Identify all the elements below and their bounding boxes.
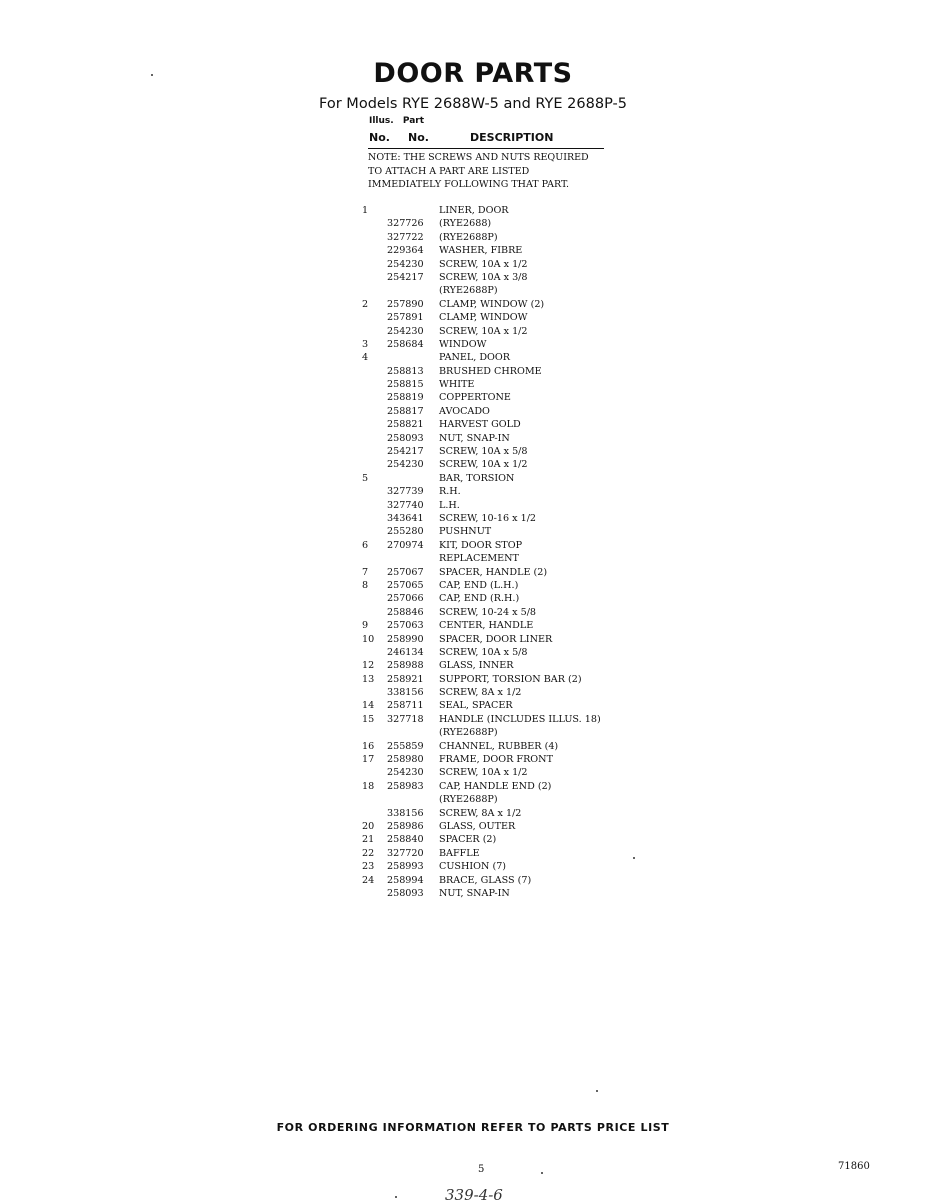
note-block <box>368 151 618 192</box>
part-description: SCREW, 10A x 1/2 <box>439 459 528 471</box>
document-number: 71860 <box>838 1161 870 1172</box>
part-number: 258988 <box>387 660 424 672</box>
parts-row <box>362 659 642 672</box>
part-number: 257067 <box>387 566 424 578</box>
part-description: HARVEST GOLD <box>439 419 521 431</box>
part-number: 258819 <box>387 392 424 404</box>
parts-row <box>362 244 642 257</box>
illus-number: 13 <box>362 673 375 685</box>
scan-speck <box>151 74 153 76</box>
part-description: SCREW, 10A x 1/2 <box>439 258 528 270</box>
scan-speck <box>633 857 635 859</box>
parts-row <box>362 606 642 619</box>
part-description: LINER, DOOR <box>439 205 509 216</box>
part-description: SCREW, 10-16 x 1/2 <box>439 512 537 524</box>
part-number: 258993 <box>387 861 424 873</box>
part-description: BRUSHED CHROME <box>439 365 542 377</box>
part-number: 258711 <box>387 700 424 712</box>
part-description: CAP, END (R.H.) <box>439 593 520 605</box>
part-description: WINDOW <box>439 338 487 350</box>
part-description: L.H. <box>439 499 460 511</box>
part-description: SCREW, 10A x 5/8 <box>439 446 528 458</box>
part-no-header: No. <box>408 131 429 144</box>
parts-row <box>362 499 642 512</box>
illus-number: 1 <box>362 205 369 216</box>
parts-row <box>362 619 642 632</box>
parts-row <box>362 793 642 806</box>
parts-row <box>362 847 642 860</box>
parts-row <box>362 271 642 284</box>
parts-row <box>362 780 642 793</box>
part-number: 258815 <box>387 379 424 391</box>
part-number: 257063 <box>387 620 424 632</box>
part-description: CAP, END (L.H.) <box>439 579 519 591</box>
part-description: COPPERTONE <box>439 392 511 404</box>
part-number: 246134 <box>387 646 424 658</box>
part-number: 258980 <box>387 754 424 766</box>
parts-row <box>362 833 642 846</box>
parts-row <box>362 686 642 699</box>
part-number: 327726 <box>387 218 424 230</box>
illus-number: 6 <box>362 539 369 551</box>
parts-row <box>362 512 642 525</box>
page-number: 5 <box>478 1164 485 1175</box>
parts-row <box>362 432 642 445</box>
part-number: 229364 <box>387 245 424 257</box>
part-description: HANDLE (INCLUDES ILLUS. 18) <box>439 713 601 725</box>
parts-row <box>362 807 642 820</box>
part-description: REPLACEMENT <box>439 553 519 565</box>
illus-number: 22 <box>362 847 375 859</box>
parts-row <box>362 592 642 605</box>
illus-number: 23 <box>362 861 375 873</box>
parts-row <box>362 740 642 753</box>
illus-number: 14 <box>362 700 375 712</box>
part-number: 338156 <box>387 807 424 819</box>
part-description: BAFFLE <box>439 847 480 859</box>
part-number: 343641 <box>387 512 424 524</box>
part-number: 258817 <box>387 405 424 417</box>
part-number: 258093 <box>387 887 424 899</box>
note-line: TO ATTACH A PART ARE LISTED <box>368 165 530 177</box>
part-description: (RYE2688P) <box>439 794 498 806</box>
parts-row <box>362 860 642 873</box>
part-number: 257066 <box>387 593 424 605</box>
parts-row <box>362 673 642 686</box>
parts-row <box>362 258 642 271</box>
part-description: CENTER, HANDLE <box>439 620 534 632</box>
illus-number: 24 <box>362 874 375 886</box>
parts-list <box>362 204 642 900</box>
part-description: SEAL, SPACER <box>439 700 513 712</box>
scan-speck <box>541 1172 543 1174</box>
part-description: SPACER (2) <box>439 834 497 846</box>
parts-row <box>362 458 642 471</box>
part-description: SCREW, 10A x 1/2 <box>439 767 528 779</box>
parts-row <box>362 579 642 592</box>
parts-row <box>362 633 642 646</box>
part-description: FRAME, DOOR FRONT <box>439 754 553 766</box>
part-description: CHANNEL, RUBBER (4) <box>439 740 559 752</box>
part-description: SCREW, 10-24 x 5/8 <box>439 606 537 618</box>
parts-row <box>362 378 642 391</box>
part-description: KIT, DOOR STOP <box>439 539 523 551</box>
part-description: SCREW, 8A x 1/2 <box>439 687 522 699</box>
parts-row <box>362 418 642 431</box>
part-description: CLAMP, WINDOW <box>439 312 528 324</box>
parts-row <box>362 552 642 565</box>
illus-number: 18 <box>362 780 375 792</box>
part-number: 327718 <box>387 713 424 725</box>
column-header-top <box>369 116 424 126</box>
parts-row <box>362 525 642 538</box>
part-number: 254217 <box>387 271 424 283</box>
part-description: NUT, SNAP-IN <box>439 432 510 444</box>
part-number: 254230 <box>387 459 424 471</box>
part-description: SCREW, 10A x 3/8 <box>439 271 528 283</box>
note-line: IMMEDIATELY FOLLOWING THAT PART. <box>368 179 569 190</box>
part-description: PUSHNUT <box>439 526 492 538</box>
part-number: 258921 <box>387 673 424 685</box>
part-number: 258986 <box>387 820 424 832</box>
illus-number: 15 <box>362 713 375 725</box>
illus-number: 12 <box>362 660 375 672</box>
part-description: WHITE <box>439 379 475 391</box>
part-number: 257891 <box>387 312 424 324</box>
part-description: SPACER, HANDLE (2) <box>439 566 548 578</box>
parts-row <box>362 753 642 766</box>
part-number: 258990 <box>387 633 424 645</box>
parts-row <box>362 231 642 244</box>
part-number: 254230 <box>387 767 424 779</box>
illus-number: 17 <box>362 754 375 766</box>
parts-row <box>362 405 642 418</box>
scan-speck <box>596 1090 598 1092</box>
parts-row <box>362 472 642 485</box>
part-number: 258846 <box>387 606 424 618</box>
parts-row <box>362 485 642 498</box>
part-number: 255280 <box>387 526 424 538</box>
illus-number: 16 <box>362 740 375 752</box>
parts-row <box>362 298 642 311</box>
parts-row <box>362 566 642 579</box>
part-number: 254230 <box>387 258 424 270</box>
part-number: 327722 <box>387 231 424 243</box>
part-description: CLAMP, WINDOW (2) <box>439 298 545 310</box>
part-description: (RYE2688P) <box>439 727 498 739</box>
illus-number: 10 <box>362 633 375 645</box>
parts-row <box>362 311 642 324</box>
ordering-footer: FOR ORDERING INFORMATION REFER TO PARTS PRICE LIST <box>276 1121 670 1134</box>
part-number: 257890 <box>387 298 424 310</box>
part-description: WASHER, FIBRE <box>439 245 523 257</box>
parts-row <box>362 338 642 351</box>
parts-row <box>362 646 642 659</box>
illus-number: 5 <box>362 472 369 484</box>
part-description: SCREW, 10A x 1/2 <box>439 325 528 337</box>
parts-row <box>362 699 642 712</box>
part-number: 258684 <box>387 338 424 350</box>
illus-number: 8 <box>362 579 369 591</box>
part-number: 327720 <box>387 847 424 859</box>
part-number: 258093 <box>387 432 424 444</box>
part-number: 258994 <box>387 874 424 886</box>
part-description: GLASS, OUTER <box>439 820 516 832</box>
part-description: SUPPORT, TORSION BAR (2) <box>439 673 582 685</box>
page-title: DOOR PARTS <box>373 58 573 89</box>
part-description: SPACER, DOOR LINER <box>439 633 553 645</box>
part-description: GLASS, INNER <box>439 660 514 672</box>
parts-row <box>362 204 642 217</box>
part-number: 258983 <box>387 780 424 792</box>
note-line: NOTE: THE SCREWS AND NUTS REQUIRED <box>368 152 589 163</box>
part-number: 254230 <box>387 325 424 337</box>
illus-number: 21 <box>362 834 375 846</box>
part-description: BRACE, GLASS (7) <box>439 874 532 886</box>
part-number: 327739 <box>387 486 424 498</box>
illus-label: Illus. <box>369 116 394 126</box>
part-description: SCREW, 10A x 5/8 <box>439 646 528 658</box>
illus-number: 7 <box>362 566 369 578</box>
parts-row <box>362 351 642 364</box>
parts-row <box>362 445 642 458</box>
handwritten-mark: 339-4-6 <box>445 1186 503 1204</box>
part-number: 257065 <box>387 579 424 591</box>
part-description: (RYE2688) <box>439 218 492 230</box>
parts-row <box>362 766 642 779</box>
illus-number: 4 <box>362 352 369 364</box>
part-description: (RYE2688P) <box>439 231 498 243</box>
parts-row <box>362 539 642 552</box>
part-description: BAR, TORSION <box>439 472 515 484</box>
part-label: Part <box>402 116 425 126</box>
part-number: 327740 <box>387 499 424 511</box>
part-description: (RYE2688P) <box>439 285 498 297</box>
illus-number: 9 <box>362 620 369 632</box>
parts-row <box>362 713 642 726</box>
parts-row <box>362 217 642 230</box>
parts-row <box>362 391 642 404</box>
part-description: R.H. <box>439 486 461 498</box>
parts-row <box>362 325 642 338</box>
description-header: DESCRIPTION <box>470 131 554 144</box>
parts-row <box>362 820 642 833</box>
part-number: 258821 <box>387 419 424 431</box>
part-description: NUT, SNAP-IN <box>439 887 510 899</box>
illus-number: 2 <box>362 298 369 310</box>
column-header <box>368 131 604 149</box>
illus-number: 3 <box>362 338 369 350</box>
part-description: CAP, HANDLE END (2) <box>439 780 552 792</box>
part-description: CUSHION (7) <box>439 861 507 873</box>
parts-row <box>362 284 642 297</box>
part-number: 258840 <box>387 834 424 846</box>
part-description: SCREW, 8A x 1/2 <box>439 807 522 819</box>
part-number: 254217 <box>387 446 424 458</box>
part-number: 338156 <box>387 687 424 699</box>
part-number: 270974 <box>387 539 424 551</box>
page-subtitle: For Models RYE 2688W-5 and RYE 2688P-5 <box>319 96 627 112</box>
parts-row <box>362 726 642 739</box>
parts-row <box>362 874 642 887</box>
parts-row <box>362 887 642 900</box>
parts-row <box>362 365 642 378</box>
scan-speck <box>395 1196 397 1198</box>
illus-no-header: No. <box>369 131 390 144</box>
part-number: 258813 <box>387 365 424 377</box>
part-number: 255859 <box>387 740 424 752</box>
part-description: AVOCADO <box>439 405 490 417</box>
part-description: PANEL, DOOR <box>439 352 511 364</box>
illus-number: 20 <box>362 820 375 832</box>
